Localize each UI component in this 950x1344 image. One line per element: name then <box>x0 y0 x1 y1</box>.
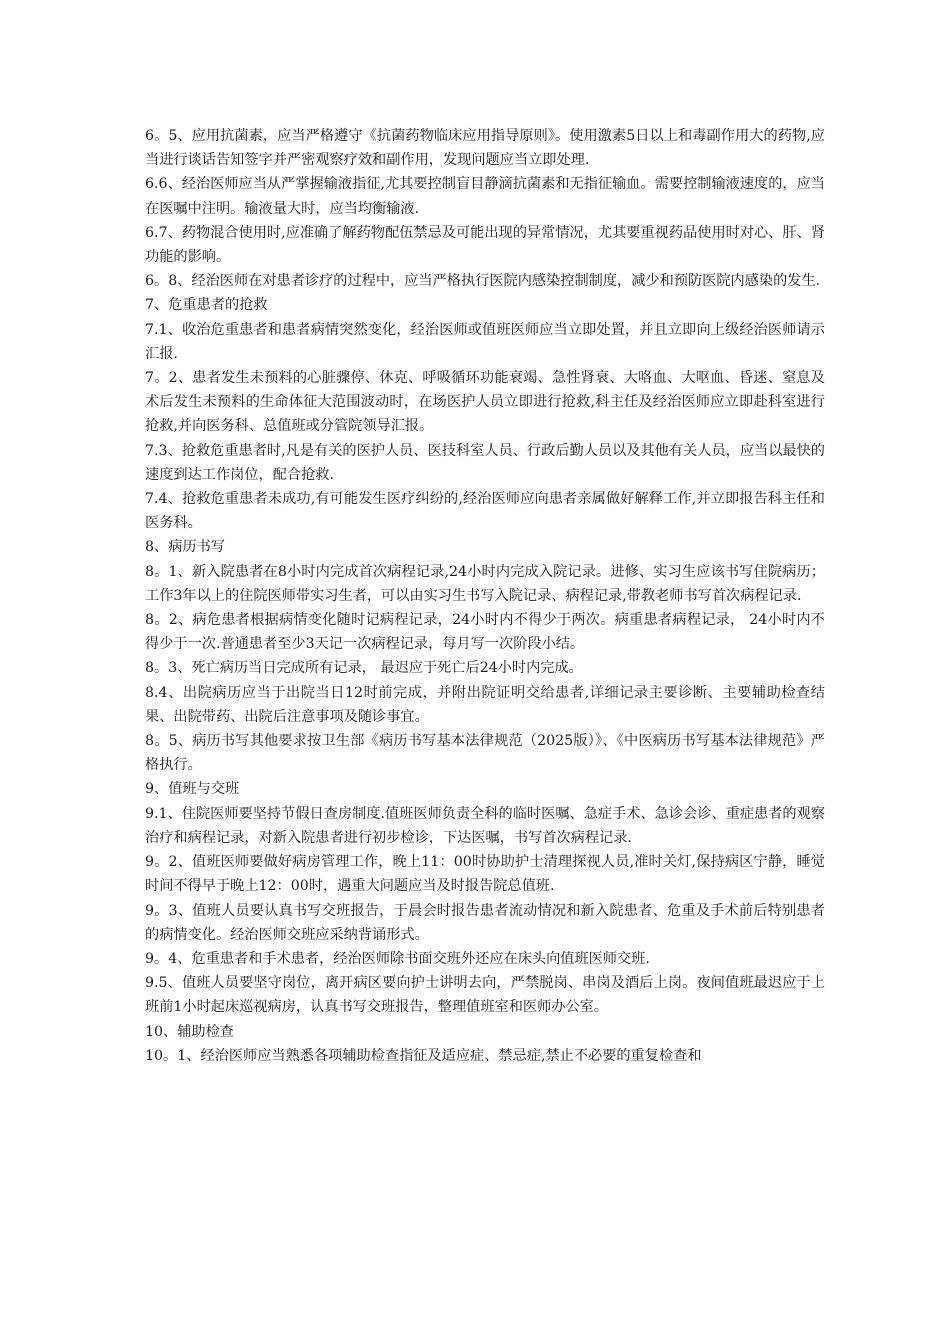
paragraph-6-8: 6。8、经治医师在对患者诊疗的过程中，应当严格执行医院内感染控制制度，减少和预防医院内感染的发生. <box>145 273 821 290</box>
paragraph-6-5: 6。5、应用抗菌素，应当严格遵守《抗菌药物临床应用指导原则》。使用激素5日以上和毒副作用大的药物,应当进行谈话告知签字并严密观察疗效和副作用，发现问题应当立即处理. <box>145 128 825 169</box>
paragraph-7-1: 7.1、收治危重患者和患者病情突然变化，经治医师或值班医师应当立即处置，并且立即向上级经治医师请示汇报. <box>145 321 825 362</box>
paragraph-8-1: 8。1、新入院患者在8小时内完成首次病程记录,24小时内完成入院记录。进修、实习生应该书写住院病历；工作3年以上的住院医师带实习生者，可以由实习生书写入院记录、病程记录,带教老师书写首次病程记录. <box>145 563 825 604</box>
paragraph-8-5: 8。5、病历书写其他要求按卫生部《病历书写基本法律规范（2025版）》、《中医病历书写基本法律规范》严格执行。 <box>145 733 825 774</box>
paragraph-7-2: 7。2、患者发生未预料的心脏骤停、休克、呼吸循环功能衰竭、急性肾衰、大咯血、大呕血、昏迷、窒息及术后发生未预料的生命体征大范围波动时，在场医护人员立即进行抢救,科主任及经治医师应立即赴科室进行抢救,并向医务科、总值班或分管院领导汇报。 <box>145 370 825 435</box>
section-heading-7: 7、危重患者的抢救 <box>145 297 268 314</box>
paragraph-7-3: 7.3、抢救危重患者时,凡是有关的医护人员、医技科室人员、行政后勤人员以及其他有关人员，应当以最快的速度到达工作岗位，配合抢救. <box>145 442 825 483</box>
paragraph-9-1: 9.1、住院医师要坚持节假日查房制度.值班医师负责全科的临时医嘱、急症手术、急诊会诊、重症患者的观察治疗和病程记录，对新入院患者进行初步检诊，下达医嘱，书写首次病程记录. <box>145 805 825 846</box>
paragraph-6-7: 6.7、药物混合使用时,应准确了解药物配伍禁忌及可能出现的异常情况，尤其要重视药品使用时对心、肝、肾功能的影响。 <box>145 224 825 266</box>
section-heading-10: 10、辅助检查 <box>145 1023 234 1040</box>
paragraph-7-4: 7.4、抢救危重患者未成功,有可能发生医疗纠纷的,经治医师应向患者亲属做好解释工作,并立即报告科主任和医务科。 <box>145 491 825 532</box>
paragraph-9-3: 9。3、值班人员要认真书写交班报告，于晨会时报告患者流动情况和新入院患者、危重及手术前后特别患者的病情变化。经治医师交班应采纳背诵形式。 <box>145 902 825 943</box>
paragraph-8-3: 8。3、死亡病历当日完成所有记录， 最迟应于死亡后24小时内完成。 <box>145 660 583 677</box>
paragraph-8-2: 8。2、病危患者根据病情变化随时记病程记录，24小时内不得少于两次。病重患者病程记录， 24小时内不得少于一次.普通患者至少3天记一次病程记录，每月写一次阶段小结。 <box>145 612 825 653</box>
paragraph-9-2: 9。2、值班医师要做好病房管理工作，晚上11：00时协助护士清理探视人员,准时关灯,保持病区宁静，睡觉时间不得早于晚上12：00时，遇重大问题应当及时报告院总值班. <box>145 854 825 895</box>
section-heading-9: 9、值班与交班 <box>145 781 240 798</box>
document-body <box>145 124 825 1068</box>
paragraph-9-5: 9.5、值班人员要坚守岗位，离开病区要向护士讲明去向，严禁脱岗、串岗及酒后上岗。夜间值班最迟应于上班前1小时起床巡视病房，认真书写交班报告，整理值班室和医师办公室。 <box>145 975 825 1016</box>
section-heading-8: 8、病历书写 <box>145 539 225 556</box>
paragraph-6-6: 6.6、经治医师应当从严掌握输液指征,尤其要控制盲目静滴抗菌素和无指征输血。需要控制输液速度的，应当在医嘱中注明。输液量大时，应当均衡输液. <box>145 176 825 217</box>
paragraph-10-1: 10。1、经治医师应当熟悉各项辅助检查指征及适应症、禁忌症,禁止不必要的重复检查和 <box>145 1047 702 1064</box>
paragraph-8-4: 8.4、出院病历应当于出院当日12时前完成，并附出院证明交给患者,详细记录主要诊断、主要辅助检查结果、出院带药、出院后注意事项及随诊事宜。 <box>145 684 825 725</box>
paragraph-9-4: 9。4、危重患者和手术患者，经治医师除书面交班外还应在床头向值班医师交班. <box>145 950 650 967</box>
